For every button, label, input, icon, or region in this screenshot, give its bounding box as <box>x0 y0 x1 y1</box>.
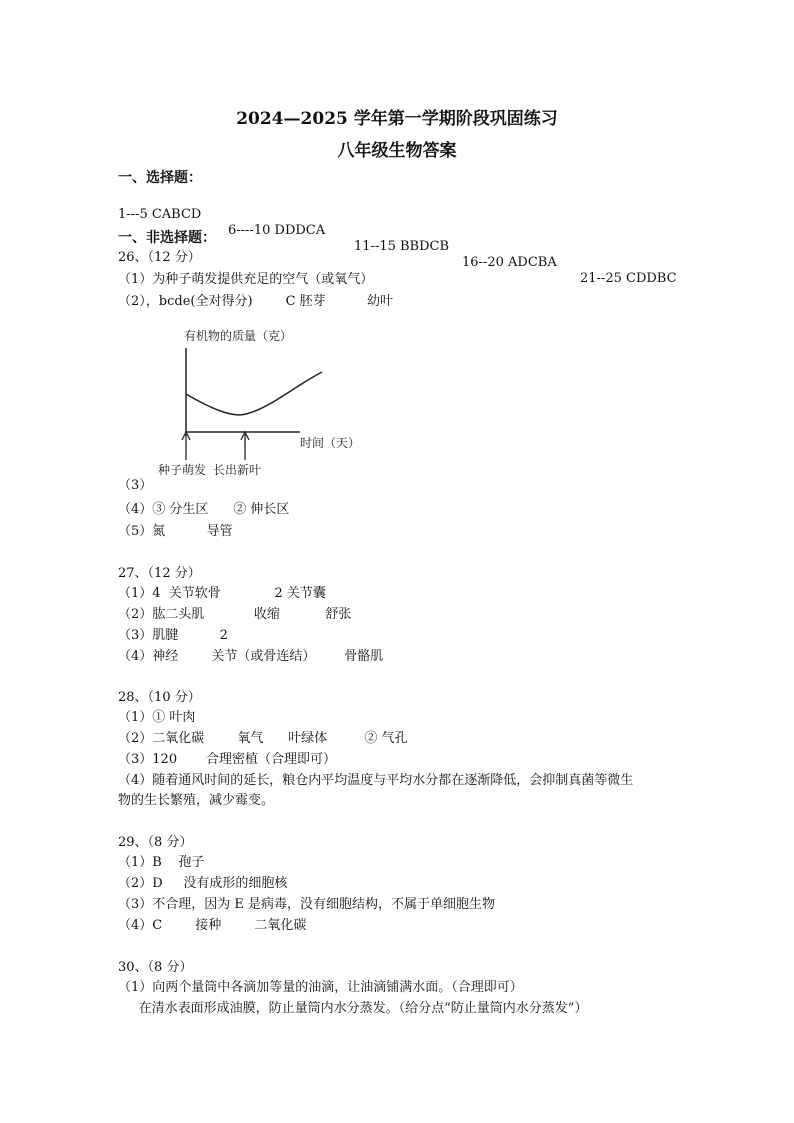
q30-line-2: 在清水表面形成油膜，防止量筒内水分蒸发。（给分点“防止量筒内水分蒸发”） <box>118 1001 588 1016</box>
q28-line-4: （4）随着通风时间的延长，粮仓内平均温度与平均水分都在逐渐降低，会抑制真菌等微生 <box>118 773 634 788</box>
q27-header: 27、（12 分） <box>118 566 201 581</box>
q26-line-1: （1）为种子萌发提供充足的空气（或氧气） <box>118 272 374 287</box>
q28-line-5: 物的生长繁殖，减少霉变。 <box>118 793 275 808</box>
q26-line-4: （4）③ 分生区 ② 伸长区 <box>118 502 290 517</box>
answer-group-1: 1---5 CABCD <box>118 207 202 222</box>
q27-line-4: （4）神经 关节（或骨连结） 骨骼肌 <box>118 649 384 664</box>
graph-mark-germination: 种子萌发 <box>158 463 207 477</box>
answer-group-5: 21--25 CDDBC <box>580 271 677 286</box>
q28-line-2: （2）二氧化碳 氧气 叶绿体 ② 气孔 <box>118 731 408 746</box>
q28-header: 28、（10 分） <box>118 690 201 705</box>
answer-group-3: 11--15 BBDCB <box>354 239 450 254</box>
answer-group-2: 6----10 DDDCA <box>228 223 326 238</box>
graph-xlabel: 时间（天） <box>300 436 361 450</box>
q28-line-1: （1）① 叶肉 <box>118 710 196 725</box>
page-subtitle: 八年级生物答案 <box>337 141 457 161</box>
graph-ylabel: 有机物的质量（克） <box>184 329 293 343</box>
section-heading-nonchoice: 一、非选择题： <box>118 230 216 246</box>
q29-line-4: （4）C 接种 二氧化碳 <box>118 918 307 933</box>
q27-line-1: （1）4 关节软骨 2 关节囊 <box>118 586 326 601</box>
q28-line-3: （3）120 合理密植（合理即可） <box>118 752 337 767</box>
graph-mark-new-leaf: 长出新叶 <box>213 463 262 477</box>
q29-line-2: （2）D 没有成形的细胞核 <box>118 876 288 891</box>
section-heading-choice: 一、选择题： <box>118 170 202 186</box>
q30-line-1: （1）向两个量筒中各滴加等量的油滴，让油滴铺满水面。（合理即可） <box>118 980 523 995</box>
q27-line-2: （2）肱二头肌 收缩 舒张 <box>118 607 352 622</box>
q27-line-3: （3）肌腱 2 <box>118 628 228 643</box>
organic-mass-graph <box>150 324 390 484</box>
q26-line-3: （3） <box>118 478 153 493</box>
answer-group-4: 16--20 ADCBA <box>462 255 557 270</box>
q30-header: 30、（8 分） <box>118 960 193 975</box>
page-title: 2024—2025 学年第一学期阶段巩固练习 <box>236 109 558 129</box>
q26-line-2: （2），bcde(全对得分) C 胚芽 幼叶 <box>118 294 393 309</box>
q29-line-3: （3）不合理，因为 E 是病毒，没有细胞结构，不属于单细胞生物 <box>118 897 496 912</box>
q26-header: 26、（12 分） <box>118 250 201 265</box>
q26-line-5: （5）氮 导管 <box>118 524 233 539</box>
graph-curve <box>186 372 322 415</box>
q29-line-1: （1）B 孢子 <box>118 855 205 870</box>
q29-header: 29、（8 分） <box>118 835 193 850</box>
